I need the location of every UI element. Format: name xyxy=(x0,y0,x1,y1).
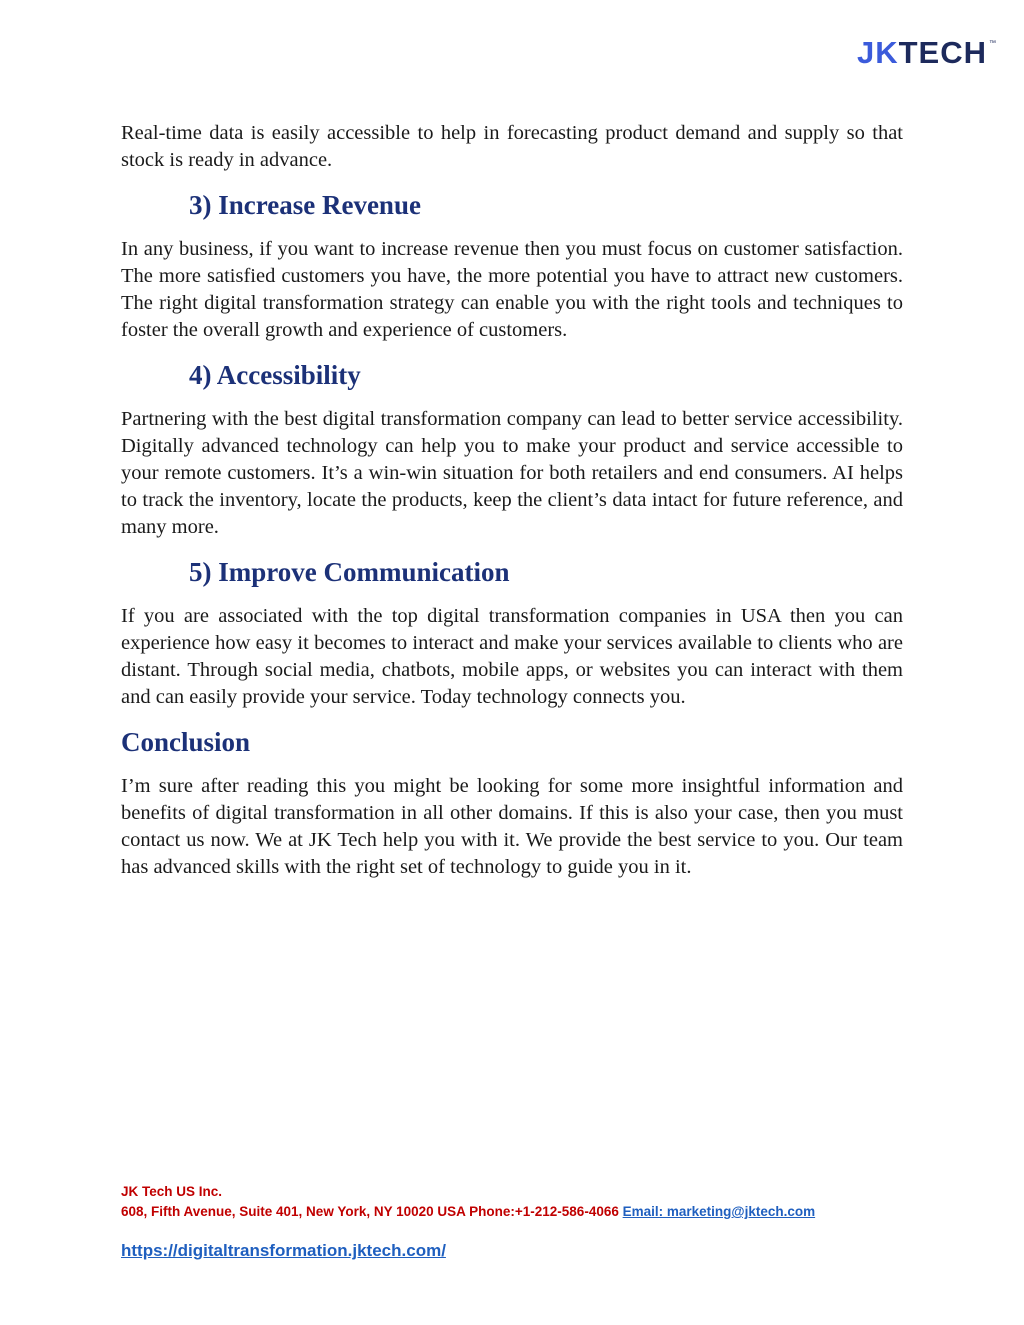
logo-tech-text: TECH xyxy=(898,35,987,70)
intro-paragraph: Real-time data is easily accessible to help in forecasting product demand and supply so that stock is ready in advance. xyxy=(121,122,903,171)
company-logo xyxy=(857,36,996,70)
section-heading-revenue: 3) Increase Revenue xyxy=(189,190,421,220)
section-paragraph-communication: If you are associated with the top digital transformation companies in USA then you can experience how easy it becomes to interact and make your services available to clients who are distant. Through social media, chatbots, mobile apps, or websites you can interact with them and can easily provide your service. Today technology connects you. xyxy=(121,605,903,708)
logo-trademark: ™ xyxy=(989,40,996,47)
footer-contact xyxy=(121,1182,815,1222)
section-heading-communication: 5) Improve Communication xyxy=(189,557,510,587)
logo-jk-text: JK xyxy=(856,35,899,70)
document-body xyxy=(121,120,903,881)
section-paragraph-revenue: In any business, if you want to increase revenue then you must focus on customer satisfaction. The more satisfied customers you have, the more potential you have to attract new customers. The right digital transformation strategy can enable you with the right tools and techniques to foster the overall growth and experience of customers. xyxy=(121,238,903,341)
footer-address: 608, Fifth Avenue, Suite 401, New York, NY 10020 USA Phone:+1-212-586-4066 xyxy=(121,1204,619,1219)
section-paragraph-accessibility: Partnering with the best digital transformation company can lead to better service accessibility. Digitally advanced technology can help you to make your product and service accessible to your remote customers. It’s a win-win situation for both retailers and end consumers. AI helps to track the inventory, locate the products, keep the client’s data intact for future reference, and many more. xyxy=(121,408,903,538)
footer-address-line xyxy=(121,1202,815,1222)
footer-email-link[interactable]: Email: marketing@jktech.com xyxy=(622,1204,816,1219)
conclusion-heading: Conclusion xyxy=(121,727,251,757)
section-heading-accessibility: 4) Accessibility xyxy=(189,360,361,390)
footer-website-link[interactable]: https://digitaltransformation.jktech.com/ xyxy=(121,1241,446,1260)
footer-company-name: JK Tech US Inc. xyxy=(121,1184,223,1199)
conclusion-paragraph: I’m sure after reading this you might be looking for some more insightful information and benefits of digital transformation in all other domains. If this is also your case, then you must contact us now. We at JK Tech help you with it. We provide the best service to you. Our team has advanced skills with the right set of technology to guide you in it. xyxy=(121,775,903,878)
